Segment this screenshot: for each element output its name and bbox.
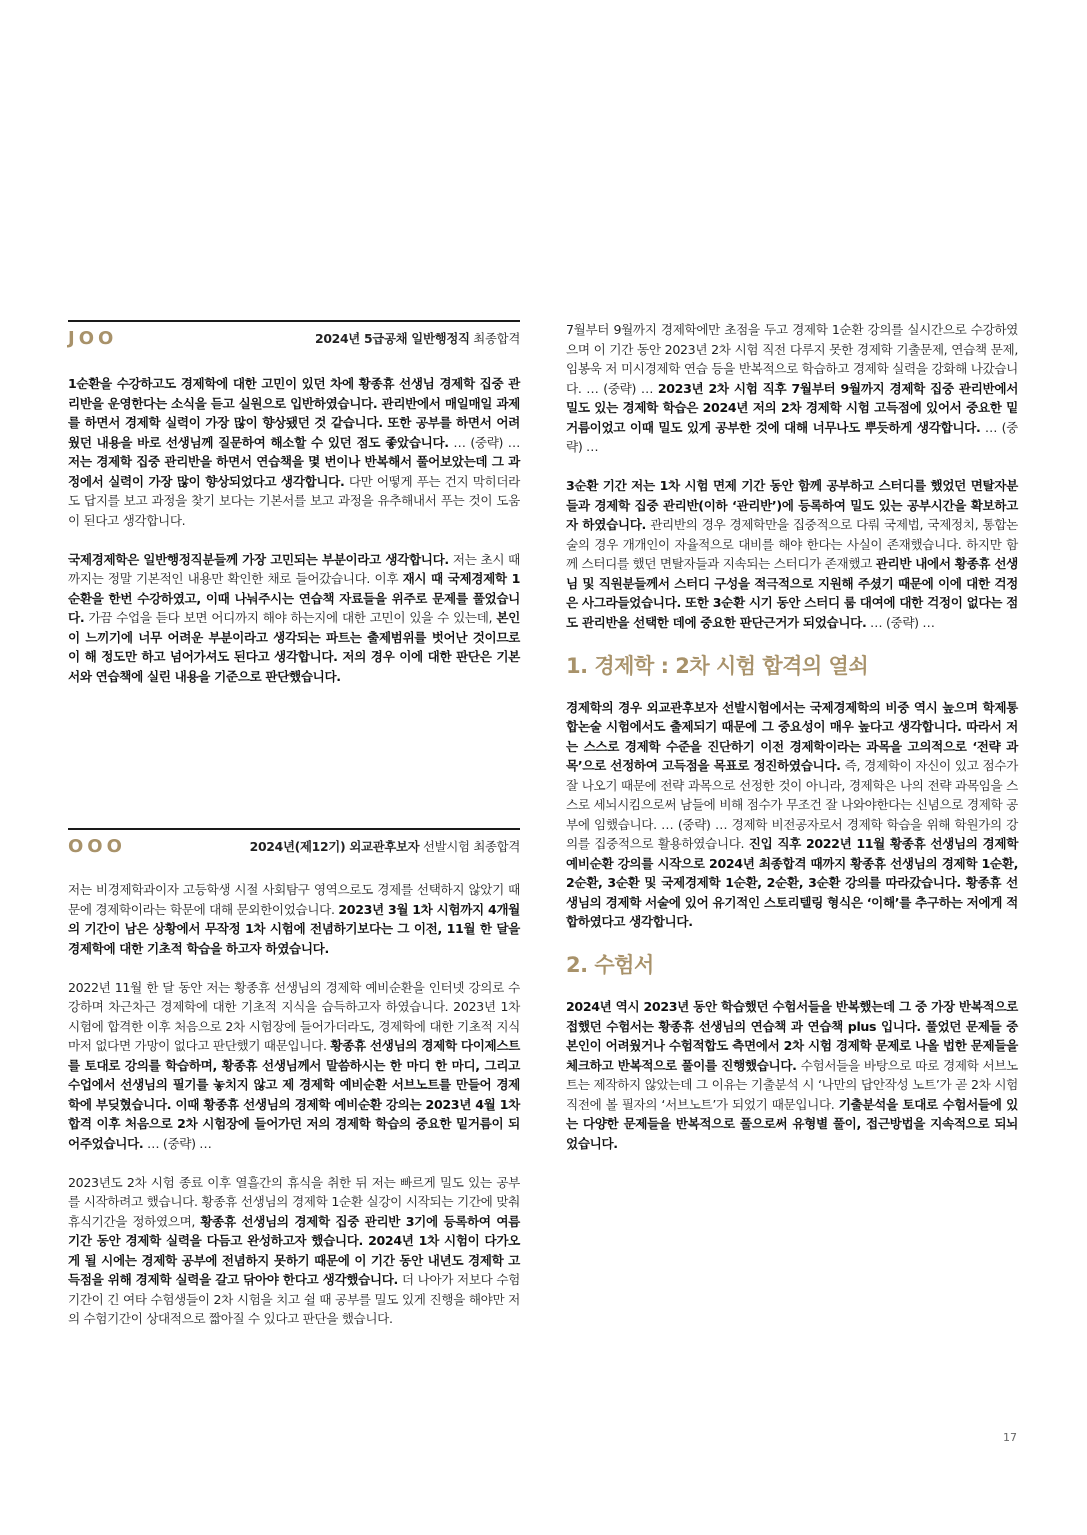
paragraph: [68, 880, 520, 958]
right-column: [566, 320, 1018, 1173]
section-header: [68, 828, 520, 858]
bold-text: 2023년 3월 1차 시험까지 4개월의 기간이 남은 상황에서 무작정 1차 시험에 전념하기보다는 그 이전, 11월 한 달을 경제학에 대한 기초적 학습을 하고자 하였습니다.: [68, 901, 520, 956]
section-header: [68, 320, 520, 350]
bold-text: 재시 때 국제경제학 1순환을 한번 수강하였고, 이때 나눠주시는 연습책 자료들을 위주로 문제를 풀었습니다.: [68, 571, 520, 625]
bold-text: 진입 직후 2022년 11월 황종휴 선생님의 경제학 예비순환 강의를 시작으로 2024년 최종합격 때까지 황종휴 선생님의 경제학 1순환, 2순환, 3순환 및 국제경제학 1순환, 2순환, 3순환 강의를 따라갔습니다. 황종휴 선생님의 경제학 서술에 있어 유기적인 스토리텔링 형식은 ‘이해’를 추구하는 저에게 적합하였다고 생각합니다.: [566, 836, 1019, 929]
body-text: 저는 초시 때까지는 정말 기본적인 내용만 확인한 채로 들어갔습니다. 이후: [68, 551, 520, 586]
paragraph: [68, 374, 520, 530]
exam-title: 2024년(제12기) 외교관후보자: [249, 839, 420, 855]
body-text: 수험서들을 바탕으로 따로 경제학 서브노트는 제작하지 않았는데 그 이유는 기출분석 시 ‘나만의 답안작성 노트’가 곧 2차 시험 직전에 볼 필자의 ‘서브노트’가 되었기 때문입니다.: [566, 1057, 1018, 1112]
exam-result: [250, 837, 520, 857]
paragraph: [566, 320, 1018, 457]
page-number: 17: [1003, 1431, 1017, 1444]
body-text: 더 나아가 저보다 수험기간이 긴 여타 수험생들이 2차 시험을 치고 쉴 때 공부를 밀도 있게 진행을 해야만 저의 수험기간이 상대적으로 짧아질 수 있다고 판단을 했습니다.: [68, 1272, 521, 1326]
bold-text: 2024년 역시 2023년 동안 학습했던 수험서들을 반복했는데 그 중 가장 반복적으로 접했던 수험서는 황종휴 선생님의 연습책 과 연습책 plus 입니다. 풀었던 문제들 중 본인이 어려웠거나 수험적합도 측면에서 2차 시험 경제학 문제로 나올 법한 문제들을 체크하고 반복적으로 풀이를 진행했습니다.: [566, 999, 1018, 1073]
bold-text: 황종휴 선생님의 경제학 집중 관리반 3기에 등록하여 여름 기간 동안 경제학 실력을 다듬고 완성하고자 했습니다. 2024년 1차 시험이 다가오게 될 시에는 경제학 공부에 전념하지 못하기 때문에 이 기간 동안 내년도 경제학 고득점을 위해 경제학 실력을 갈고 닦아야 한다고 생각했습니다.: [68, 1213, 520, 1287]
paragraph: [68, 978, 520, 1154]
bold-text: 1순환을 수강하고도 경제학에 대한 고민이 있던 차에 황종휴 선생님 경제학 집중 관리반을 운영한다는 소식을 듣고 실원으로 입반하였습니다. 관리반에서 매일매일 과제를 하면서 경제학 실력이 가장 많이 향상됐던 것 같습니다. 또한 공부를 하면서 어려웠던 내용을 바로 선생님께 질문하여 해소할 수 있던 점도 좋았습니다.: [68, 376, 520, 450]
bold-text: 3순환 기간 저는 1차 시험 면제 기간 동안 함께 공부하고 스터디를 했었던 면탈자분들과 경제학 집중 관리반(이하 ‘관리반’)에 등록하여 밀도 있는 공부시간을 확보하고자 하였습니다.: [566, 478, 1018, 532]
exam-result: [315, 329, 520, 349]
body-text: 즉, 경제학이 자신이 있고 점수가 잘 나오기 때문에 전략 과목으로 선정한 것이 아니라, 경제학은 나의 전략 과목임을 스스로 세뇌시킴으로써 남들에 비해 점수가 무조건 잘 나와야한다는 신념으로 경제학 공부에 임했습니다. … (중략) … 경제학 비전공자로서 경제학 학습을 위해 학원가의 강의를 집중적으로 활용하였습니다.: [566, 758, 1018, 851]
author-name: OOO: [68, 836, 126, 858]
bold-text: 본인이 느끼기에 너무 어려운 부분이라고 생각되는 파트는 출제범위를 벗어난 것이므로 이 해 정도만 하고 넘어가셔도 된다고 생각합니다. 저의 경우 이에 대한 판단은 기본서와 연습책에 실린 내용을 기준으로 판단했습니다.: [68, 610, 520, 684]
body-text: 2023년도 2차 시험 종료 이후 열흘간의 휴식을 취한 뒤 저는 빠르게 밀도 있는 공부를 시작하려고 했습니다. 황종휴 선생님의 경제학 1순환 실강이 시작되는 기간에 맞춰 휴식기간을 정하였으며,: [68, 1174, 520, 1229]
bold-text: 황종휴 선생님의 경제학 다이제스트를 토대로 강의를 학습하며, 황종휴 선생님께서 말씀하시는 한 마디 한 마디, 그리고 수업에서 선생님의 필기를 놓치지 않고 제 경제학 예비순환 서브노트를 만들어 경제학에 부딪혔습니다. 이때 황종휴 선생님의 경제학 예비순환 강의는 2023년 4월 1차 합격 이후 처음으로 2차 시험장에 들어가던 저의 경제학 학습의 중요한 밑거름이 되어주었습니다.: [68, 1038, 520, 1151]
exam-status: 선발시험 최종합격: [419, 839, 520, 855]
bold-text: 저는 경제학 집중 관리반을 하면서 연습책을 몇 번이나 반복해서 풀어보았는데 그 과정에서 실력이 가장 많이 향상되었다고 생각합니다.: [68, 454, 520, 489]
bold-text: 경제학의 경우 외교관후보자 선발시험에서는 국제경제학의 비중 역시 높으며 학제통합논술 시험에서도 출제되기 때문에 그 중요성이 매우 높다고 생각합니다. 따라서 저는 스스로 경제학 수준을 진단하기 이전 경제학이라는 과목을 고의적으로 ‘전략 과목’으로 선정하여 고득점을 목표로 정진하였습니다.: [566, 699, 1018, 773]
bold-text: 2023년 2차 시험 직후 7월부터 9월까지 경제학 집중 관리반에서 밀도 있는 경제학 학습은 2024년 저의 2차 경제학 시험 고득점에 있어서 중요한 밑거름이었고 이때 밀도 있게 공부한 것에 대해 너무나도 뿌듯하게 생각합니다.: [566, 380, 1019, 435]
body-text: 가끔 수업을 듣다 보면 어디까지 해야 하는지에 대한 고민이 있을 수 있는데,: [84, 610, 497, 625]
section-joo: [68, 320, 520, 686]
section-heading: 1. 경제학 : 2차 시험 합격의 열쇠: [566, 653, 869, 678]
left-column: [68, 320, 521, 1326]
bold-text: 관리반 내에서 황종휴 선생님 및 직원분들께서 스터디 구성을 적극적으로 지원해 주셨기 때문에 이에 대한 걱정은 사그라들었습니다. 또한 3순환 시기 동안 스터디 룸 대여에 대한 걱정이 없다는 점도 관리반을 선택한 데에 중요한 판단근거가 되었습니다.: [566, 556, 1018, 630]
body-text: 2022년 11월 한 달 동안 저는 황종휴 선생님의 경제학 예비순환을 인터넷 강의로 수강하며 차근차근 경제학에 대한 기초적 지식을 습득하고자 하였습니다. 2023년 1차 시험에 합격한 이후 처음으로 2차 시험장에 들어가더라도, 경제학에 대한 기초적 지식마저 없다면 가망이 없다고 판단했기 때문입니다.: [68, 979, 520, 1053]
section-ooo: [68, 828, 520, 1348]
paragraph: [68, 550, 520, 687]
author-name: JOO: [68, 328, 118, 350]
body-text: 다만 어떻게 푸는 건지 막히더라도 답지를 보고 과정을 찾기 보다는 기본서를 보고 과정을 유추해내서 푸는 것이 도움이 된다고 생각합니다.: [68, 473, 521, 528]
paragraph: [68, 1173, 520, 1329]
paragraph: [566, 997, 1018, 1153]
body-text: 7월부터 9월까지 경제학에만 초점을 두고 경제학 1순환 강의를 실시간으로 수강하였으며 이 기간 동안 2023년 2차 시험 직전 다루지 못한 경제학 기출문제, 연습책 문제, 임봉욱 저 미시경제학 연습 등을 반복적으로 학습하고 경제학 실력을 강화해 나갔습니다. … (중략) …: [566, 322, 1018, 396]
body-text: … (중략) …: [566, 419, 1018, 454]
paragraph: [566, 476, 1018, 632]
exam-title: 2024년 5급공채 일반행정직: [315, 331, 470, 347]
bold-text: 국제경제학은 일반행정직분들께 가장 고민되는 부분이라고 생각합니다.: [68, 551, 449, 567]
body-text: 관리반의 경우 경제학만을 집중적으로 다뤄 국제법, 국제정치, 통합논술의 경우 개개인이 자율적으로 대비를 해야 한다는 사실이 존재했습니다. 하지만 함께 스터디를 했던 면탈자들과 지속되는 스터디가 존재했고: [566, 517, 1018, 571]
paragraph: [566, 698, 1018, 932]
body-text: … (중략) …: [866, 614, 935, 630]
body-text: … (중략) …: [143, 1135, 212, 1151]
bold-text: 기출분석을 토대로 수험서들에 있는 다양한 문제들을 반복적으로 풀으로써 유형별 풀이, 접근방법을 지속적으로 되뇌었습니다.: [566, 1096, 1018, 1151]
exam-status: 최종합격: [469, 331, 520, 347]
section-heading: 2. 수험서: [566, 953, 654, 977]
body-text: 저는 비경제학과이자 고등학생 시절 사회탐구 영역으로도 경제를 선택하지 않았기 때문에 경제학이라는 학문에 대해 문외한이었습니다.: [68, 882, 520, 917]
body-text: … (중략) …: [448, 434, 520, 450]
